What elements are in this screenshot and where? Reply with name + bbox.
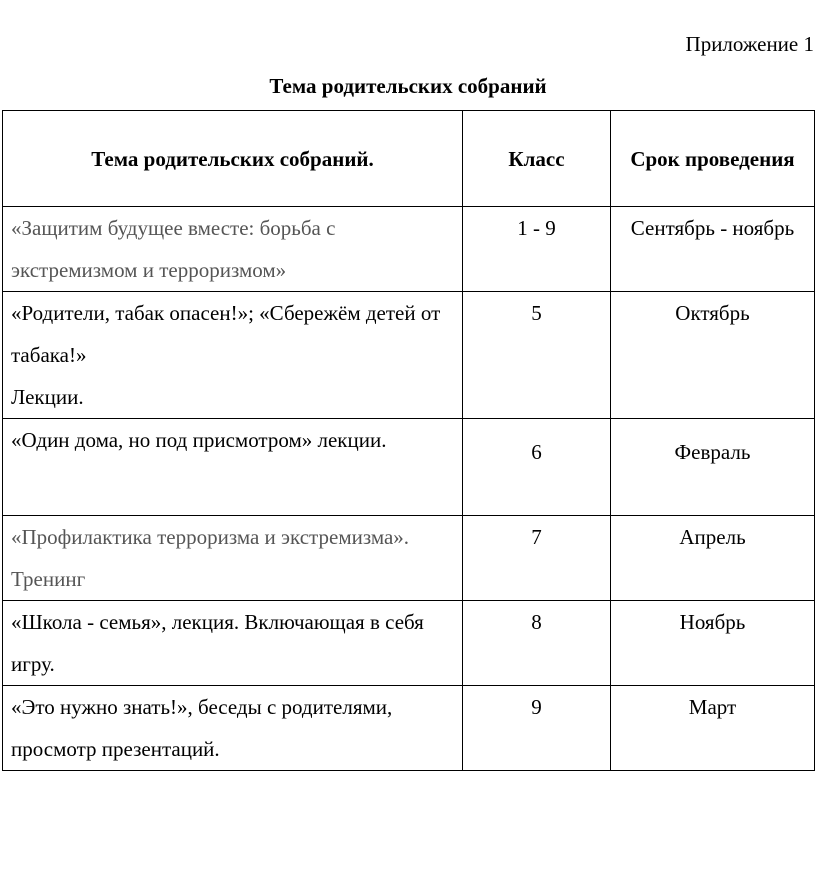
- row-class: 8: [463, 601, 611, 686]
- row-date: Октябрь: [611, 292, 815, 419]
- row-date: Март: [611, 686, 815, 771]
- row-topic: «Защитим будущее вместе: борьба с экстремизмом и терроризмом»: [3, 207, 463, 292]
- table-row: [3, 516, 815, 601]
- row-topic-cell: [3, 292, 463, 419]
- row-date: Апрель: [611, 516, 815, 601]
- table-row: [3, 292, 815, 419]
- appendix-label: Приложение 1: [685, 32, 814, 56]
- meetings-table: [2, 110, 815, 771]
- table-row: [3, 686, 815, 771]
- row-date: Сентябрь - ноябрь: [611, 207, 815, 292]
- row-topic: «Один дома, но под присмотром» лекции.: [3, 419, 463, 516]
- table-row: [3, 601, 815, 686]
- table-row: [3, 207, 815, 292]
- row-topic-extra: Лекции.: [11, 385, 84, 409]
- header-date: Срок проведения: [611, 111, 815, 207]
- row-topic: «Родители, табак опасен!»; «Сбережём детей от табака!»: [11, 301, 441, 367]
- header-class: Класс: [463, 111, 611, 207]
- row-class: 5: [463, 292, 611, 419]
- row-date: Февраль: [611, 419, 815, 516]
- header-topic: Тема родительских собраний.: [3, 111, 463, 207]
- row-class: 7: [463, 516, 611, 601]
- row-class: 1 - 9: [463, 207, 611, 292]
- document-title: Тема родительских собраний: [269, 74, 547, 98]
- row-date: Ноябрь: [611, 601, 815, 686]
- row-class: 6: [463, 419, 611, 516]
- row-topic: «Профилактика терроризма и экстремизма». Тренинг: [3, 516, 463, 601]
- table-row: [3, 419, 815, 516]
- row-topic: «Школа - семья», лекция. Включающая в себя игру.: [3, 601, 463, 686]
- row-class: 9: [463, 686, 611, 771]
- table-header-row: [3, 111, 815, 207]
- row-topic: «Это нужно знать!», беседы с родителями, просмотр презентаций.: [3, 686, 463, 771]
